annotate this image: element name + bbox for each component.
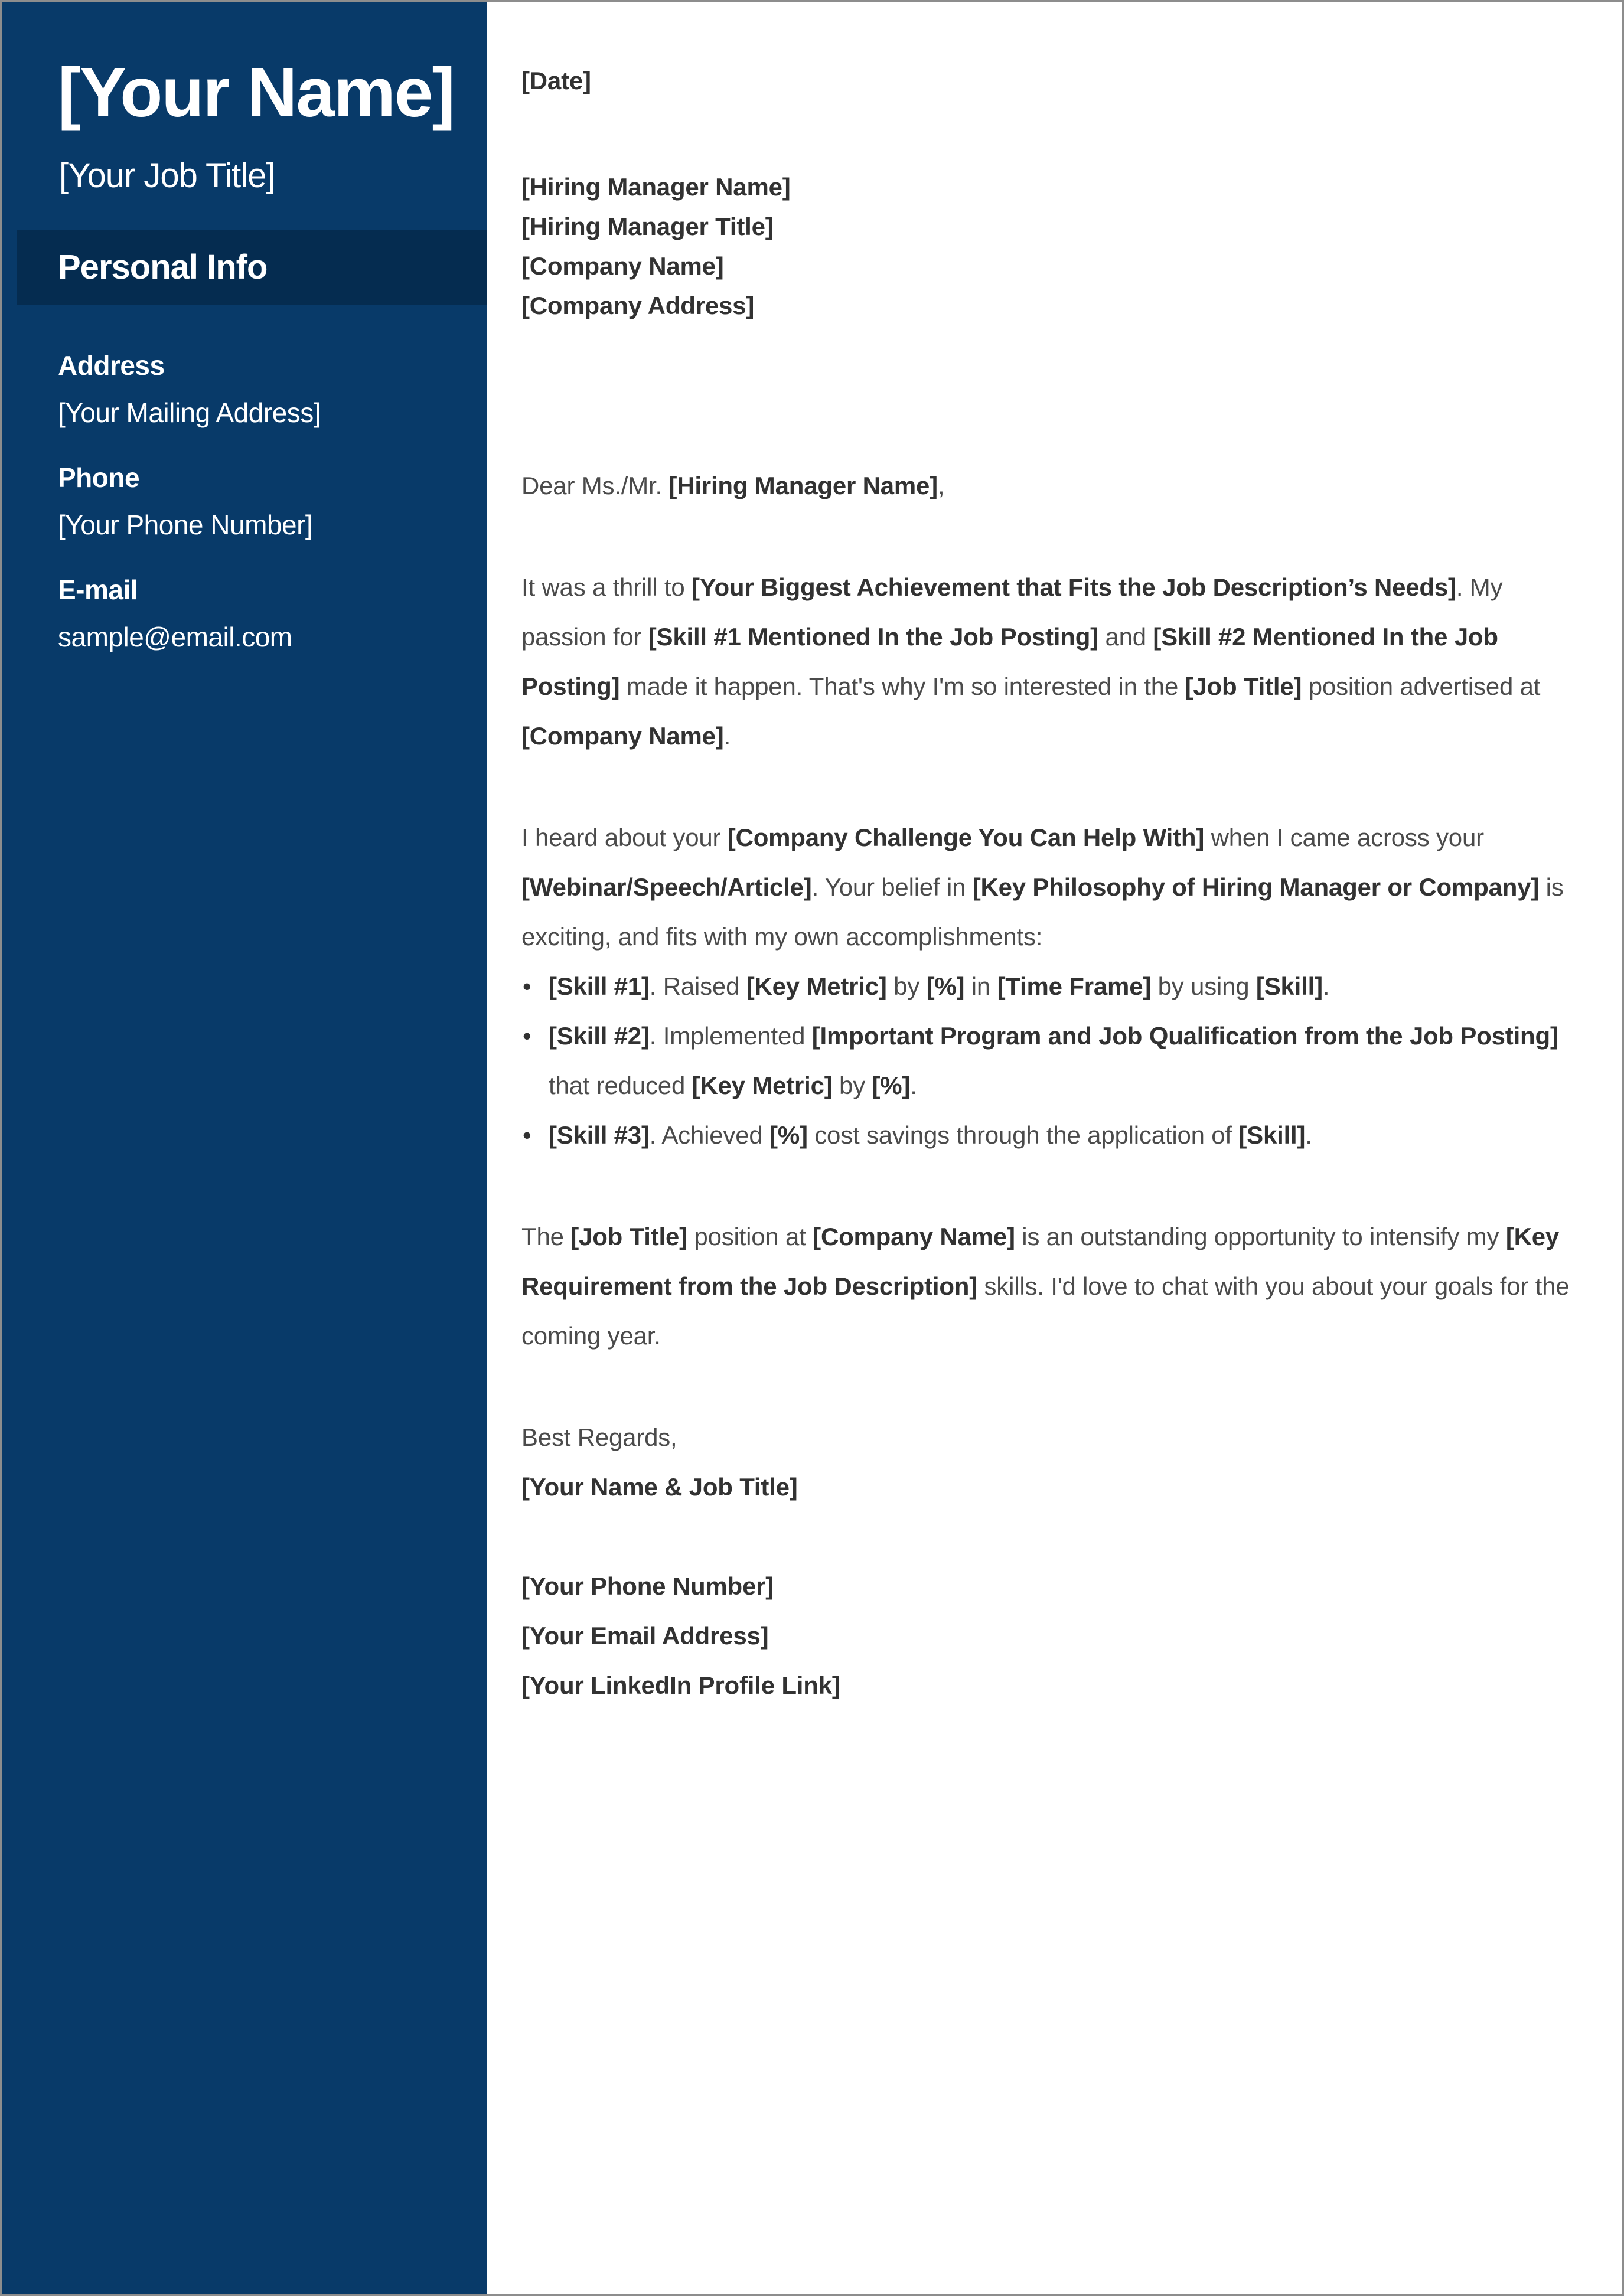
address-value: [Your Mailing Address] <box>58 397 321 428</box>
paragraph-company-challenge: I heard about your [Company Challenge You Can Help With] when I came across your [Webinar/Speech/Article]. Your belief in [Key Philosophy of Hiring Manager or Company] is exciting, and fits with my own accomplishments: <box>521 824 1564 951</box>
letter-body <box>487 2 1622 2294</box>
salutation: Dear Ms./Mr. [Hiring Manager Name], <box>521 472 945 499</box>
email-field <box>58 573 464 655</box>
contact-linkedin: [Your LinkedIn Profile Link] <box>521 1671 840 1699</box>
accomplishment-item-1: • [Skill #1]. Raised [Key Metric] by [%] in [Time Frame] by using [Skill]. <box>549 962 1592 1011</box>
paragraph-closing: The [Job Title] position at [Company Name] is an outstanding opportunity to intensify my [Key Requirement from the Job Description] skills. I'd love to chat with you about your goals for the coming year. <box>521 1223 1570 1350</box>
accomplishment-item-2: • [Skill #2]. Implemented [Important Program and Job Qualification from the Job Posting] that reduced [Key Metric] by [%]. <box>549 1011 1592 1111</box>
paragraph-achievement: It was a thrill to [Your Biggest Achievement that Fits the Job Description’s Needs]. My passion for [Skill #1 Mentioned In the Job Posting] and [Skill #2 Mentioned In the Job Posting] made it happen. That's why I'm so interested in the [Job Title] position advertised at [Company Name]. <box>521 573 1541 750</box>
recipient-company-address: [Company Address] <box>521 292 755 319</box>
personal-info-title: Personal Info <box>58 248 268 287</box>
email-label: E-mail <box>58 574 138 605</box>
contact-email: [Your Email Address] <box>521 1622 769 1650</box>
applicant-name: [Your Name] <box>58 54 454 132</box>
phone-field <box>58 461 464 543</box>
address-label: Address <box>58 350 165 381</box>
signoff: Best Regards, <box>521 1423 677 1451</box>
recipient-block <box>521 167 1592 325</box>
signature: [Your Name & Job Title] <box>521 1473 798 1501</box>
contact-block <box>521 1562 1592 1710</box>
accomplishment-item-3: • [Skill #3]. Achieved [%] cost savings through the application of [Skill]. <box>549 1111 1592 1160</box>
personal-info-section-header <box>17 230 487 305</box>
contact-phone: [Your Phone Number] <box>521 1572 774 1600</box>
phone-value: [Your Phone Number] <box>58 509 313 540</box>
date-line: [Date] <box>521 67 591 94</box>
recipient-hiring-manager-title: [Hiring Manager Title] <box>521 213 774 240</box>
address-field <box>58 349 464 430</box>
recipient-hiring-manager-name: [Hiring Manager Name] <box>521 173 791 201</box>
phone-label: Phone <box>58 462 140 493</box>
personal-info-fields <box>58 349 464 655</box>
recipient-company-name: [Company Name] <box>521 252 724 280</box>
accomplishment-list <box>521 962 1592 1160</box>
email-value: sample@email.com <box>58 621 292 652</box>
sidebar <box>2 2 487 2294</box>
applicant-job-title: [Your Job Title] <box>59 156 275 195</box>
signoff-block <box>521 1413 1592 1512</box>
